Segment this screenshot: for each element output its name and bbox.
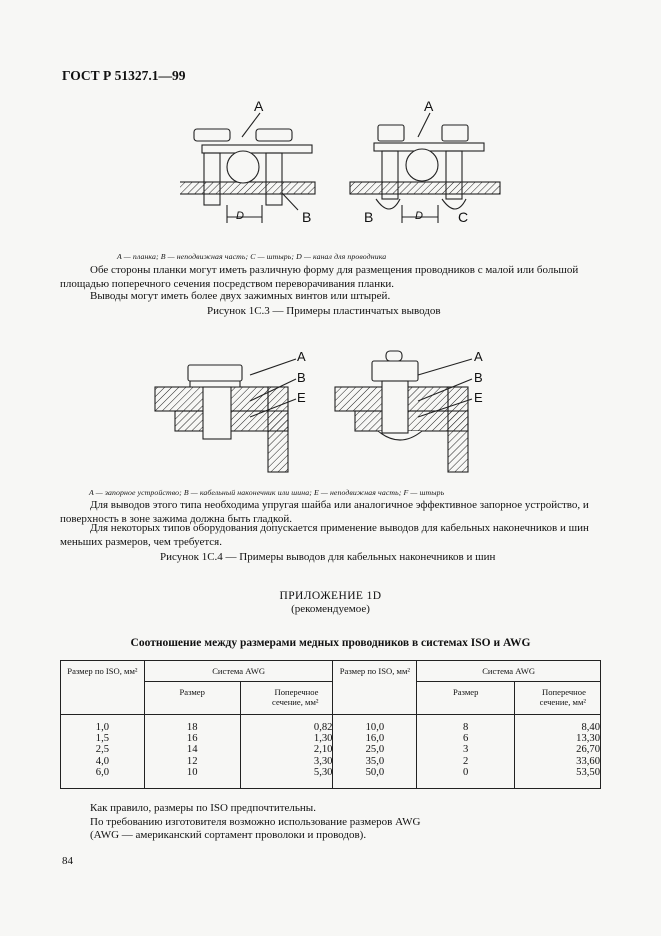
- table-cell: 6: [463, 733, 469, 745]
- table-cell: 35,0: [365, 755, 385, 767]
- iso-left-col: [61, 715, 145, 789]
- fig4-label-b2: B: [474, 370, 483, 385]
- figure-1c3-caption: Рисунок 1С.3 — Примеры пластинчатых выводов: [207, 305, 441, 317]
- note-3: (AWG — американский сортамент проволоки и проводов).: [90, 829, 367, 841]
- fig4-label-e2: E: [474, 390, 483, 405]
- table-cell: 53,50: [576, 766, 600, 778]
- figure-1c4-caption: Рисунок 1С.4 — Примеры выводов для кабельных наконечников и шин: [160, 551, 496, 563]
- table-cell: 16,0: [365, 733, 385, 745]
- table-cell: 2,5: [95, 744, 110, 756]
- figure-1c4-text-2: Для некоторых типов оборудования допускается применение выводов для кабельных наконечников и шин меньших размеров, чем требуется.: [60, 522, 589, 548]
- table-cell: 2: [463, 755, 469, 767]
- table-cell: 0: [463, 766, 469, 778]
- fig3-label-d1: D: [236, 210, 244, 222]
- figure-1c3-text-1: Обе стороны планки могут иметь различную форму для размещения проводников с малой или большой площадью поперечного сечения посредством переворачивания планки.: [60, 264, 579, 290]
- figure-1c4-drawing: [150, 345, 500, 475]
- table-cell: 50,0: [365, 766, 385, 778]
- figure-1c3-text-2: Выводы могут иметь более двух зажимных винтов или штырей.: [90, 290, 391, 302]
- document-header: ГОСТ Р 51327.1—99: [62, 68, 186, 83]
- note-1: Как правило, размеры по ISO предпочтительны.: [90, 802, 316, 814]
- table-cell: 0,82: [313, 722, 333, 733]
- table-cell: 3,30: [313, 755, 333, 767]
- table-cell: 18: [186, 722, 198, 733]
- table-cell: 5,30: [313, 766, 333, 778]
- header-awg-right: Система AWG: [417, 661, 601, 682]
- header-size-left: Размер: [144, 682, 240, 715]
- figure-1c3-legend: A — планка; B — неподвижная часть; C — штырь; D — канал для проводника: [117, 252, 387, 261]
- table-cell: 1,0: [95, 722, 110, 733]
- table-cell: 1,5: [95, 733, 110, 745]
- iso-awg-table: [60, 660, 601, 789]
- fig3-label-b2: B: [364, 209, 374, 225]
- fig3-label-a1: A: [254, 98, 264, 114]
- table-cell: 4,0: [95, 755, 110, 767]
- fig4-label-a2: A: [474, 349, 483, 364]
- fig4-label-b1: B: [297, 370, 306, 385]
- table-cell: 8: [463, 722, 469, 733]
- section-left-col: [240, 715, 333, 789]
- appendix-subtitle: (рекомендуемое): [291, 603, 370, 615]
- fig4-label-a1: A: [297, 349, 306, 364]
- table-cell: 14: [186, 744, 198, 756]
- fig3-label-c2: C: [458, 209, 469, 225]
- table-cell: 13,30: [576, 733, 600, 745]
- table-cell: 26,70: [576, 744, 600, 756]
- table-cell: 1,30: [313, 733, 333, 745]
- table-cell: 3: [463, 744, 469, 756]
- header-awg-left: Система AWG: [144, 661, 333, 682]
- table-cell: 10,0: [365, 722, 385, 733]
- fig3-label-b1: B: [302, 209, 312, 225]
- table-title: Соотношение между размерами медных проводников в системах ISO и AWG: [130, 637, 531, 649]
- figure-1c3-drawing: [180, 95, 510, 235]
- awg-right-col: [417, 715, 515, 789]
- fig4-label-e1: E: [297, 390, 306, 405]
- header-size-right: Размер: [417, 682, 515, 715]
- table-cell: 8,40: [581, 722, 600, 733]
- section-right-col: [515, 715, 601, 789]
- table-cell: 16: [186, 733, 198, 745]
- fig3-label-a2: A: [424, 98, 434, 114]
- note-2: По требованию изготовителя возможно использование размеров AWG: [90, 816, 421, 828]
- table-cell: 33,60: [576, 755, 600, 767]
- awg-left-col: [144, 715, 240, 789]
- table-cell: 25,0: [365, 744, 385, 756]
- table-cell: 6,0: [95, 766, 110, 778]
- page-number: 84: [62, 855, 73, 867]
- iso-right-col: [333, 715, 417, 789]
- appendix-title: ПРИЛОЖЕНИЕ 1D: [279, 590, 382, 602]
- table-cell: 12: [186, 755, 198, 767]
- header-iso-left: Размер по ISO, мм²: [61, 661, 145, 715]
- header-section-right: Поперечное сечение, мм²: [515, 682, 601, 715]
- figure-1c4-legend: A — запорное устройство; B — кабельный наконечник или шина; E — неподвижная часть; F — штырь: [89, 488, 445, 497]
- table-cell: 2,10: [313, 744, 333, 756]
- header-iso-right: Размер по ISO, мм²: [333, 661, 417, 715]
- table-body: [61, 715, 601, 789]
- table-cell: 10: [186, 766, 198, 778]
- figure-1c4-text-1: Для выводов этого типа необходима упругая шайба или аналогичное эффективное запорное устройство, и поверхность в зоне зажима должна быть гладкой.: [60, 499, 589, 525]
- header-section-left: Поперечное сечение, мм²: [240, 682, 333, 715]
- fig3-label-d2: D: [415, 210, 423, 222]
